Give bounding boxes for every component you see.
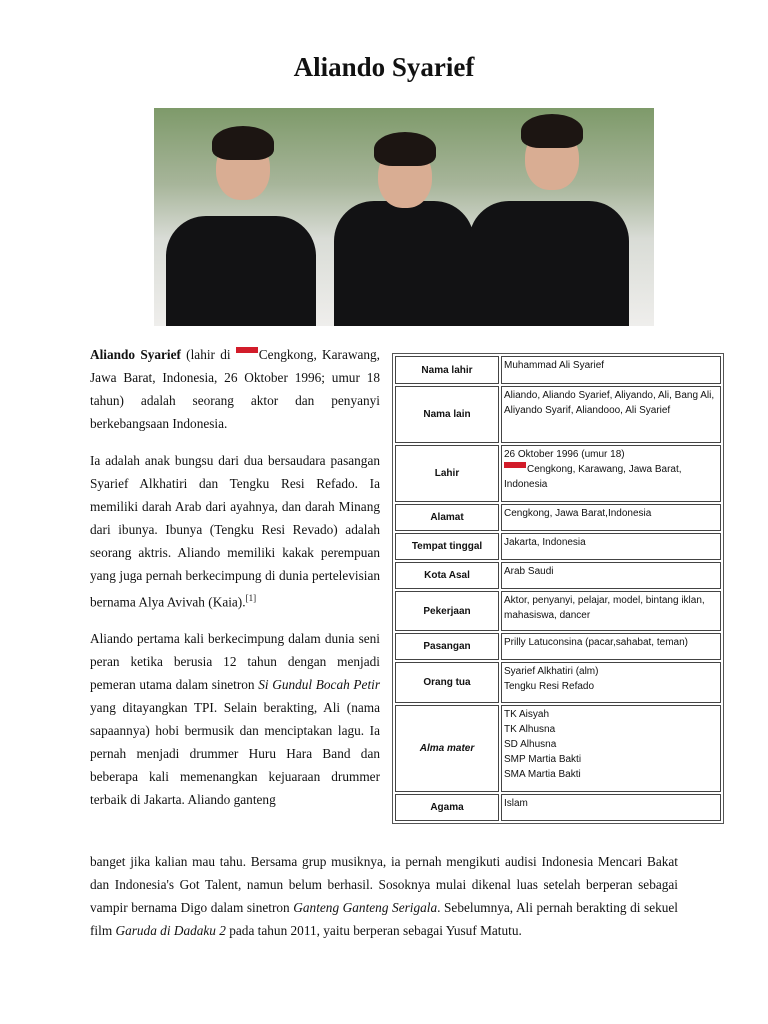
value-line: Jakarta, Indonesia [504, 537, 586, 548]
film-title: Garuda di Dadaku 2 [115, 923, 226, 938]
table-row [395, 591, 721, 631]
table-row [395, 533, 721, 560]
value-line: Arab Saudi [504, 566, 554, 577]
family-paragraph [90, 449, 380, 613]
value-line: SMP Martia Bakti [504, 754, 582, 765]
row-key: Orang tua [395, 662, 499, 703]
career-paragraph-continued [90, 850, 678, 942]
text: banget jika kalian mau tahu. Bersama grup musiknya, ia pernah mengikuti audisi Indonesia Mencari Bakat dan Indonesia's Got Talent, namun belum berhasil. Sosoknya mulai dikenal luas setelah berperan sebagai vampir bernama Digo dalam sinetron [90, 854, 678, 915]
row-value [501, 533, 721, 560]
row-key: Tempat tinggal [395, 533, 499, 560]
person-figure [166, 116, 316, 326]
value-line: SMA Martia Bakti [504, 769, 581, 780]
infobox-table [392, 353, 724, 824]
row-value [501, 705, 721, 792]
table-row [395, 445, 721, 502]
table-row [395, 633, 721, 660]
row-value [501, 386, 721, 443]
value-line: Muhammad Ali Syarief [504, 360, 605, 371]
left-column [90, 343, 380, 811]
person-figure [469, 108, 629, 326]
text: Ia adalah anak bungsu dari dua bersaudara pasangan Syarief Alkhatiri dan Tengku Resi Refado. Ia memiliki darah Arab dari ayahnya, dan darah Minang dari ibunya. Ibunya (Tengku Resi Revado) adalah seorang aktris. Aliando memiliki kakak perempuan yang juga pernah berkecimpung di dunia pertelevisian bernama Alya Avivah (Kaia). [90, 453, 380, 610]
table-row [395, 794, 721, 821]
row-value [501, 591, 721, 631]
row-key: Pekerjaan [395, 591, 499, 631]
reference-link[interactable]: [1] [245, 593, 257, 603]
value-line: Cengkong, Karawang, Jawa Barat, Indonesia [504, 464, 682, 490]
subject-name: Aliando Syarief [90, 347, 181, 362]
table-row [395, 705, 721, 792]
photo-three-poses [154, 108, 654, 326]
table-row [395, 504, 721, 531]
text: yang ditayangkan TPI. Selain berakting, Ali (nama sapaannya) hobi bermusik dan menciptakan lagu. Ia pernah menjadi drummer Huru Hara Band dan beberapa kali memenangkan kejuaraan drummer terbaik di Jakarta. Aliando ganteng [90, 700, 380, 808]
row-key: Alma mater [395, 705, 499, 792]
row-value [501, 662, 721, 703]
indonesia-flag-icon [504, 462, 526, 468]
sinetron-title: Si Gundul Bocah Petir [258, 677, 381, 693]
text: Aliando pertama kali berkecimpung dalam dunia seni peran ketika berusia 12 tahun dengan menjadi pemeran utama dalam sinetron [90, 631, 380, 693]
intro-paragraph [90, 343, 380, 435]
row-key: Lahir [395, 445, 499, 502]
value-line: 26 Oktober 1996 (umur 18) [504, 449, 625, 460]
row-key: Pasangan [395, 633, 499, 660]
table-row [395, 562, 721, 589]
value-line: SD Alhusna [504, 739, 557, 750]
value-line: Syarief Alkhatiri (alm) [504, 666, 599, 677]
text: (lahir di [180, 347, 236, 362]
row-key: Kota Asal [395, 562, 499, 589]
row-value [501, 445, 721, 502]
row-value [501, 562, 721, 589]
value-line: Prilly Latuconsina (pacar,sahabat, teman) [504, 637, 688, 648]
person-figure [334, 116, 474, 326]
table-row [395, 356, 721, 384]
value-line: Aliando, Aliando Syarief, Aliyando, Ali, Bang Ali, Aliyando Syarif, Aliandooo, Ali Syarief [504, 390, 715, 416]
page-title: Aliando Syarief [293, 52, 475, 82]
indonesia-flag-icon [236, 347, 258, 353]
row-value [501, 504, 721, 531]
row-key: Agama [395, 794, 499, 821]
row-value [501, 633, 721, 660]
row-key: Alamat [395, 504, 499, 531]
value-line: TK Alhusna [504, 724, 556, 735]
row-value [501, 356, 721, 384]
row-value [501, 794, 721, 821]
value-line: TK Aisyah [504, 709, 550, 720]
value-line: Tengku Resi Refado [504, 681, 595, 692]
career-paragraph [90, 627, 380, 811]
value-line: Cengkong, Jawa Barat,Indonesia [504, 508, 652, 519]
value-line: Aktor, penyanyi, pelajar, model, bintang iklan, mahasiswa, dancer [504, 595, 705, 621]
table-row [395, 386, 721, 443]
row-key: Nama lain [395, 386, 499, 443]
text: Cengkong, Karawang, Jawa Barat, Indonesia, 26 Oktober 1996; umur 18 tahun) adalah seorang aktor dan penyanyi berkebangsaan Indonesia. [90, 347, 380, 431]
text: . Sebelumnya, Ali pernah berakting di sekuel film [90, 900, 678, 938]
text: pada tahun 2011, yaitu berperan sebagai Yusuf Matutu. [225, 923, 522, 938]
value-line: Islam [504, 798, 528, 809]
sinetron-title: Ganteng Ganteng Serigala [293, 900, 438, 915]
table-row [395, 662, 721, 703]
row-key: Nama lahir [395, 356, 499, 384]
